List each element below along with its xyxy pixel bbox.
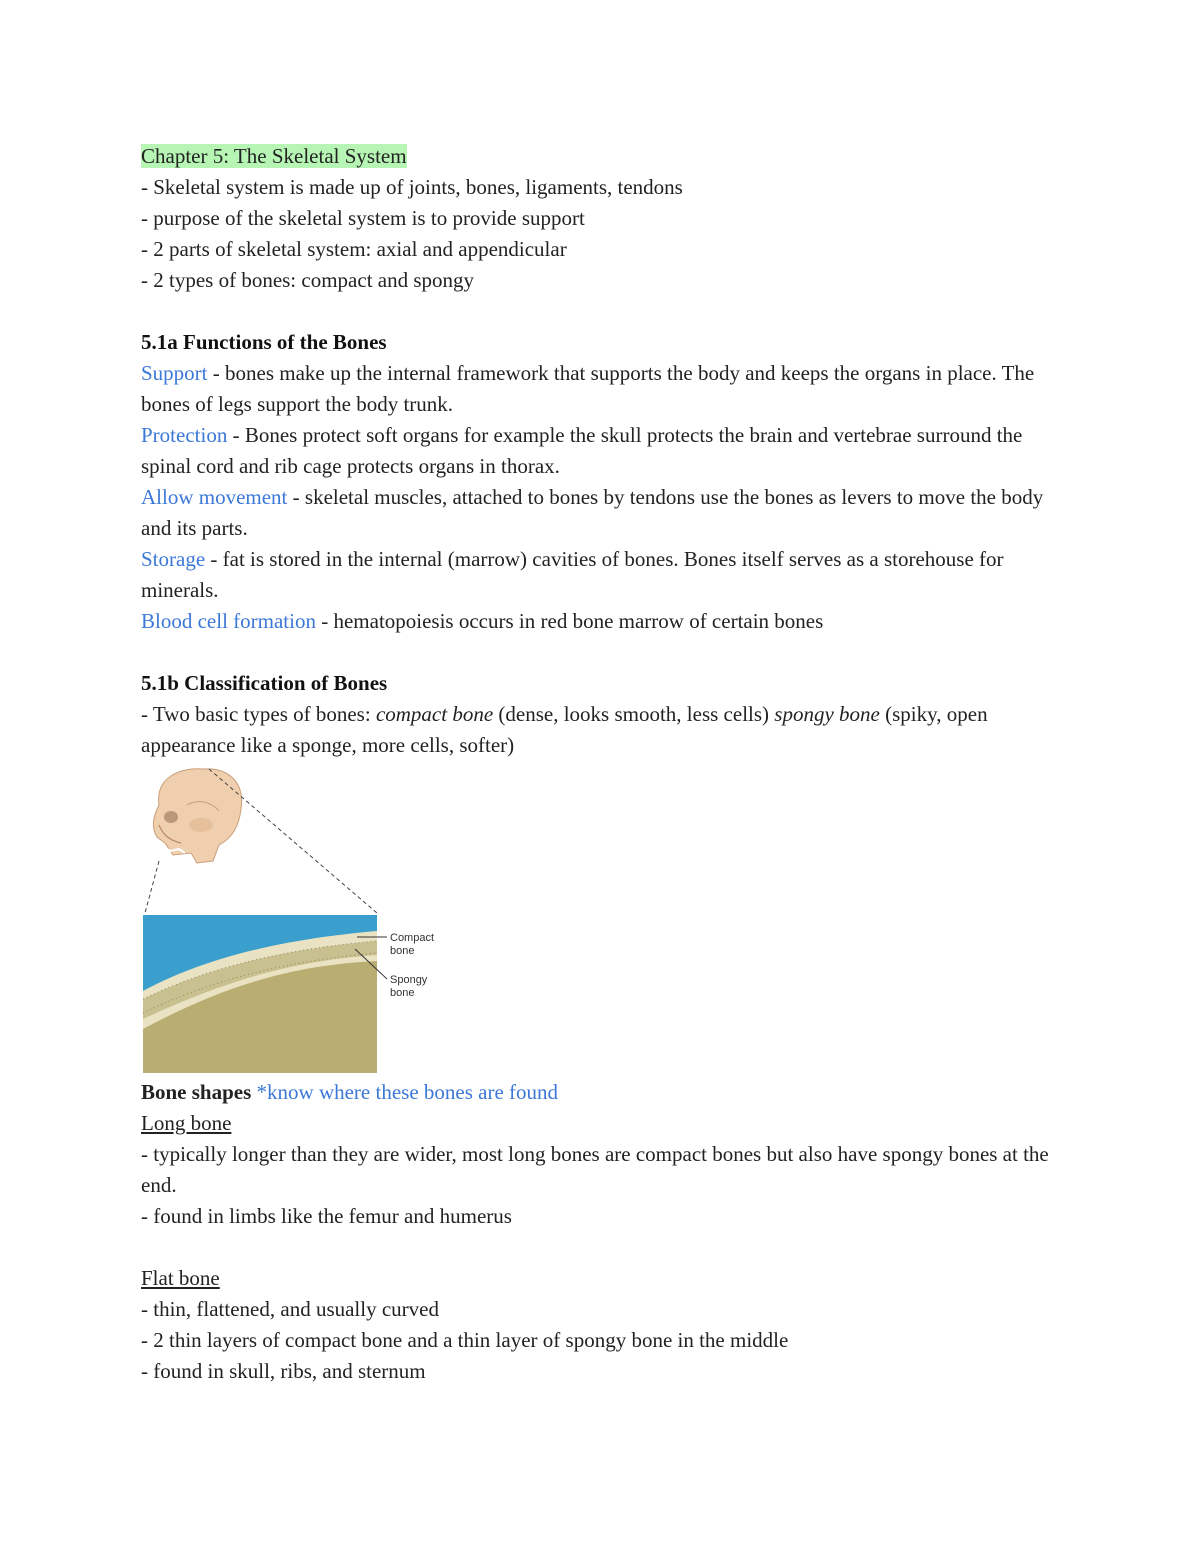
function-term: Support	[141, 361, 208, 385]
flat-bone-line: - found in skull, ribs, and sternum	[141, 1359, 426, 1383]
function-term: Protection	[141, 423, 228, 447]
flat-bone-line: - thin, flattened, and usually curved	[141, 1297, 439, 1321]
classification-text	[141, 699, 1061, 761]
function-item-movement	[141, 482, 1061, 544]
bone-cross-section-figure	[141, 765, 441, 1077]
spongy-bone-term: spongy bone	[774, 702, 880, 726]
functions-heading: 5.1a Functions of the Bones	[141, 330, 387, 354]
spacer	[141, 296, 1061, 327]
function-term: Storage	[141, 547, 206, 571]
skull-illustration	[153, 769, 241, 863]
intro-bullet: - Skeletal system is made up of joints, bones, ligaments, tendons	[141, 175, 683, 199]
bone-shapes-note: *know where these bones are found	[251, 1080, 559, 1104]
compact-label-2: bone	[390, 945, 415, 957]
long-bone-title: Long bone	[141, 1111, 232, 1135]
compact-bone-term: compact bone	[375, 702, 494, 726]
function-term: Allow movement	[141, 485, 288, 509]
function-text: - bones make up the internal framework that supports the body and keeps the organs in place. The bones of legs support the body trunk.	[141, 361, 1035, 416]
cross-section-panel	[143, 915, 377, 1073]
spacer	[141, 637, 1061, 668]
callout-line	[145, 861, 159, 913]
chapter-title: Chapter 5: The Skeletal System	[141, 144, 407, 168]
classification-text-start: - Two basic types of bones:	[141, 702, 376, 726]
function-text: - fat is stored in the internal (marrow) cavities of bones. Bones itself serves as a storehouse for minerals.	[141, 547, 1004, 602]
intro-bullet: - 2 parts of skeletal system: axial and appendicular	[141, 237, 567, 261]
function-item-support	[141, 358, 1061, 420]
intro-bullet: - purpose of the skeletal system is to provide support	[141, 206, 585, 230]
long-bone-line: - found in limbs like the femur and humerus	[141, 1204, 512, 1228]
function-item-storage	[141, 544, 1061, 606]
bone-shapes-heading-line	[141, 1077, 1061, 1108]
document-page	[141, 141, 1061, 1387]
compact-bone-desc: (dense, looks smooth, less cells)	[493, 702, 775, 726]
function-term: Blood cell formation	[141, 609, 316, 633]
flat-bone-title: Flat bone	[141, 1266, 220, 1290]
function-text: - hematopoiesis occurs in red bone marrow of certain bones	[315, 609, 824, 633]
bone-shapes-heading: Bone shapes	[141, 1080, 252, 1104]
flat-bone-line: - 2 thin layers of compact bone and a thin layer of spongy bone in the middle	[141, 1328, 789, 1352]
classification-heading: 5.1b Classification of Bones	[141, 671, 388, 695]
spongy-label-2: bone	[390, 987, 415, 999]
function-text: - skeletal muscles, attached to bones by tendons use the bones as levers to move the body and its parts.	[141, 485, 1044, 540]
long-bone-line: - typically longer than they are wider, most long bones are compact bones but also have spongy bones at the end.	[141, 1142, 1049, 1197]
function-item-protection	[141, 420, 1061, 482]
compact-label-1: Compact	[390, 932, 435, 944]
function-text: - Bones protect soft organs for example the skull protects the brain and vertebrae surround the spinal cord and rib cage protects organs in thorax.	[141, 423, 1023, 478]
chapter-title-line	[141, 141, 1061, 172]
function-item-blood	[141, 606, 1061, 637]
spongy-bone-desc: (spiky, open appearance like a sponge, more cells, softer)	[141, 702, 988, 757]
spongy-label-1: Spongy	[390, 974, 428, 986]
bone-figure-svg	[141, 765, 441, 1077]
spacer	[141, 1232, 1061, 1263]
intro-bullet: - 2 types of bones: compact and spongy	[141, 268, 475, 292]
